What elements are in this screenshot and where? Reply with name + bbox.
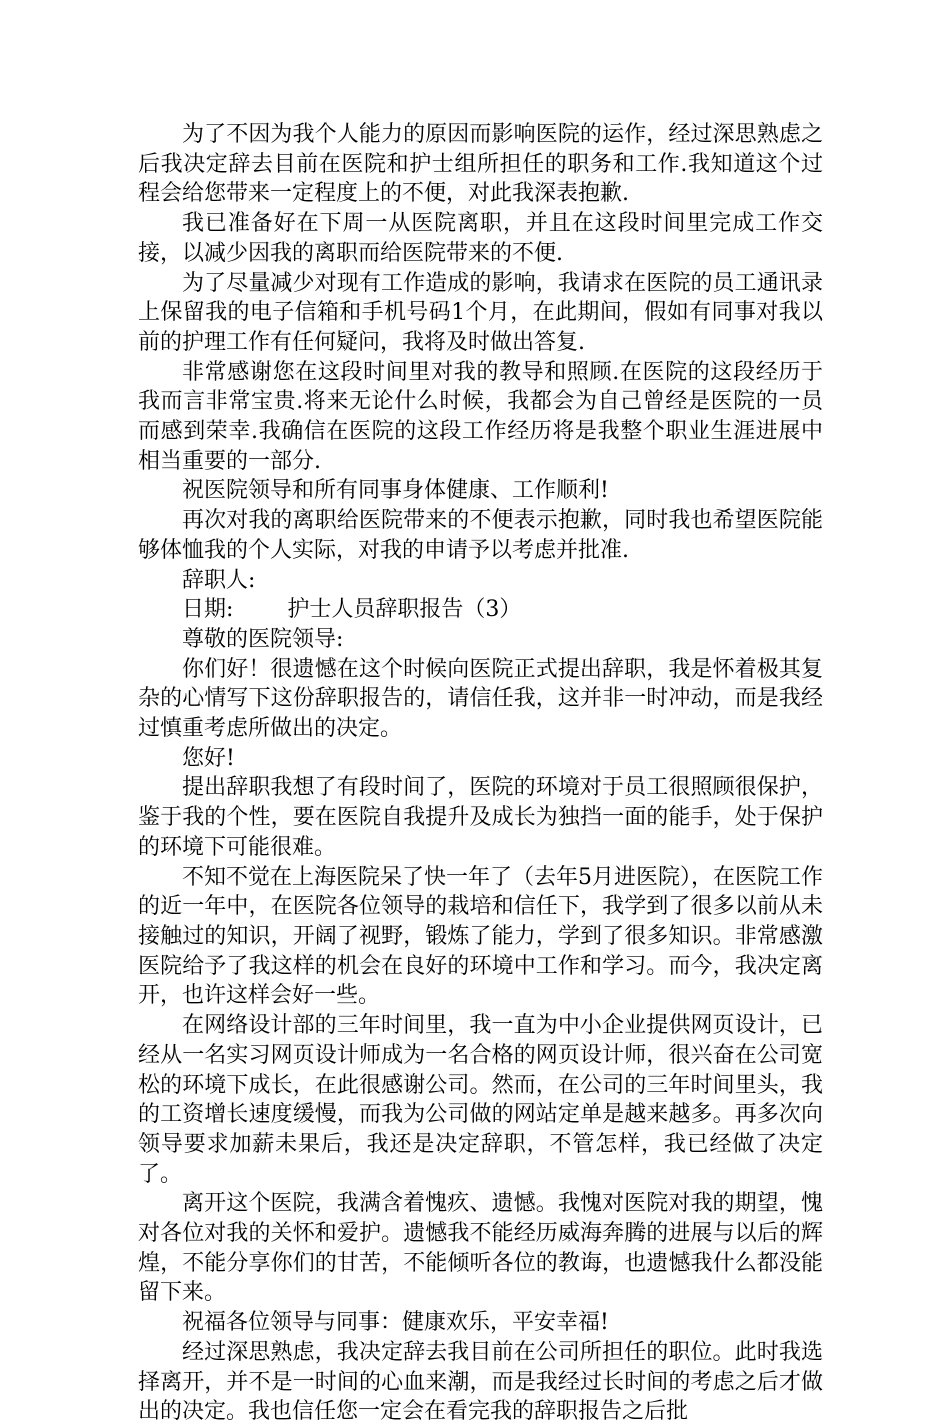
salutation: 尊敬的医院领导: (182, 626, 344, 652)
paragraph: 为了尽量减少对现有工作造成的影响，我请求在医院的员工通讯录上保留我的电子信箱和手机号码1个月，在此期间，假如有同事对我以前的护理工作有任何疑问，我将及时做出答复. (138, 270, 823, 355)
document-body (138, 120, 823, 1427)
paragraph: 在网络设计部的三年时间里，我一直为中小企业提供网页设计，已经从一名实习网页设计师成为一名合格的网页设计师，很兴奋在公司宽松的环境下成长，在此很感谢公司。然而，在公司的三年时间里头，我的工资增长速度缓慢，而我为公司做的网站定单是越来越多。再多次向领导要求加薪未果后，我还是决定辞职，不管怎样，我已经做了决定了。 (138, 1013, 823, 1187)
paragraph: 再次对我的离职给医院带来的不便表示抱歉，同时我也希望医院能够体恤我的个人实际，对我的申请予以考虑并批准. (138, 508, 823, 563)
paragraph: 你们好！很遗憾在这个时候向医院正式提出辞职，我是怀着极其复杂的心情写下这份辞职报告的，请信任我，这并非一时冲动，而是我经过慎重考虑所做出的决定。 (138, 656, 823, 742)
signature-line: 辞职人: (182, 567, 256, 593)
paragraph: 经过深思熟虑，我决定辞去我目前在公司所担任的职位。此时我选择离开，并不是一时间的心血来潮，而是我经过长时间的考虑之后才做出的决定。我也信任您一定会在看完我的辞职报告之后批 (138, 1339, 823, 1425)
paragraph: 非常感谢您在这段时间里对我的教导和照顾.在医院的这段经历于我而言非常宝贵.将来无论什么时候，我都会为自己曾经是医院的一员而感到荣幸.我确信在医院的这段工作经历将是我整个职业生涯进展中相当重要的一部分. (138, 359, 823, 474)
paragraph: 祝福各位领导与同事：健康欢乐，平安幸福! (182, 1310, 609, 1336)
paragraph: 祝医院领导和所有同事身体健康、工作顺利! (182, 478, 609, 504)
section-title: 护士人员辞职报告（3） (287, 597, 522, 623)
date-label: 日期: (182, 597, 234, 623)
paragraph: 提出辞职我想了有段时间了，医院的环境对于员工很照顾很保护，鉴于我的个性，要在医院自我提升及成长为独挡一面的能手，处于保护的环境下可能很难。 (138, 775, 823, 860)
paragraph: 不知不觉在上海医院呆了快一年了（去年5月进医院），在医院工作的近一年中，在医院各位领导的栽培和信任下，我学到了很多以前从未接触过的知识，开阔了视野，锻炼了能力，学到了很多知识。非常感激医院给予了我这样的机会在良好的环境中工作和学习。而今，我决定离开，也许这样会好一些。 (138, 864, 823, 1009)
paragraph: 我已准备好在下周一从医院离职，并且在这段时间里完成工作交接，以减少因我的离职而给医院带来的不便. (138, 211, 823, 266)
paragraph: 为了不因为我个人能力的原因而影响医院的运作，经过深思熟虑之后我决定辞去目前在医院和护士组所担任的职务和工作.我知道这个过程会给您带来一定程度上的不便，对此我深表抱歉. (138, 122, 823, 207)
paragraph: 离开这个医院，我满含着愧疚、遗憾。我愧对医院对我的期望，愧对各位对我的关怀和爱护。遗憾我不能经历威海奔腾的进展与以后的辉煌，不能分享你们的甘苦，不能倾听各位的教诲，也遗憾我什么都没能留下来。 (138, 1191, 823, 1306)
greeting: 您好! (182, 745, 235, 771)
date-line (138, 595, 823, 625)
